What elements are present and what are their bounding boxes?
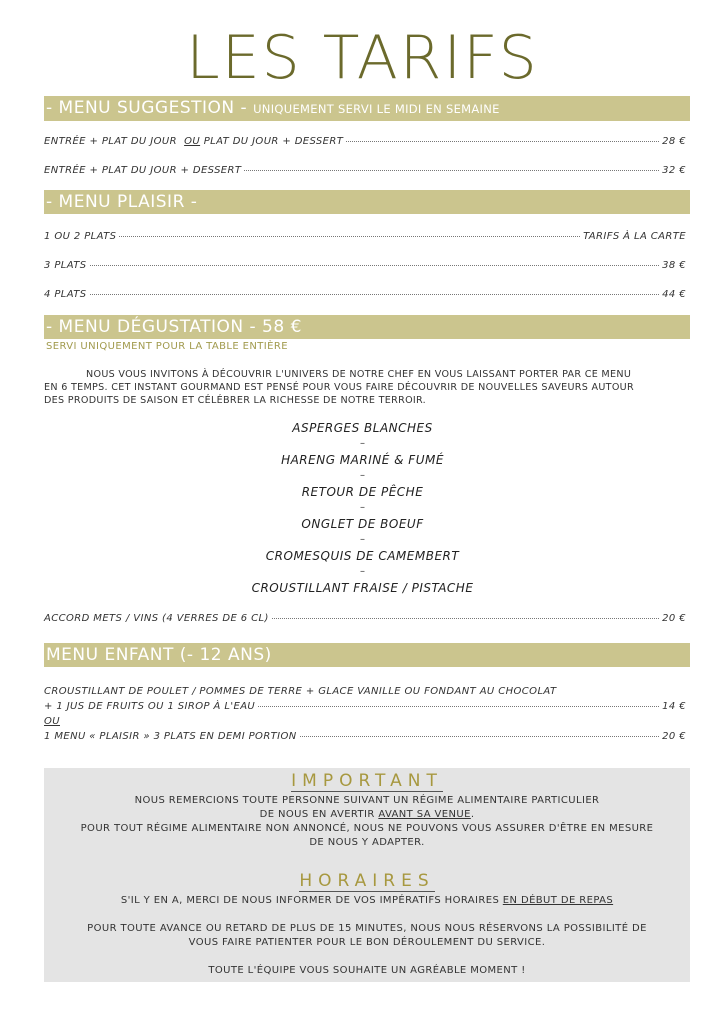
dish-separator: –	[360, 566, 365, 577]
row-label: 1 MENU « PLAISIR » 3 PLATS EN DEMI PORTION	[44, 731, 297, 742]
dish-3: RETOUR DE PÊCHE	[301, 485, 424, 499]
important-line-4: DE NOUS Y ADAPTER.	[309, 837, 425, 848]
dish-5: CROMESQUIS DE CAMEMBERT	[265, 549, 460, 563]
dot-leader	[300, 736, 659, 737]
menu-suggestion-header	[44, 96, 690, 121]
dish-6: CROUSTILLANT FRAISE / PISTACHE	[251, 581, 474, 595]
dish-separator: –	[360, 438, 365, 449]
dot-leader	[346, 141, 659, 142]
important-heading	[44, 771, 690, 791]
dot-leader	[272, 618, 659, 619]
closing-line: TOUTE L'ÉQUIPE VOUS SOUHAITE UN AGRÉABLE MOMENT !	[208, 965, 526, 976]
pairing-row	[44, 613, 686, 624]
row-price: TARIFS À LA CARTE	[583, 231, 686, 242]
dot-leader	[258, 706, 659, 707]
row-price: 44 €	[662, 289, 686, 300]
page-title: LES TARIFS	[186, 23, 539, 93]
important-line-2-underlined: AVANT SA VENUE	[378, 809, 471, 820]
dot-leader	[244, 170, 659, 171]
important-line-2	[44, 808, 690, 822]
row-price: 14 €	[662, 701, 686, 712]
intro-line-3: DES PRODUITS DE SAISON ET CÉLÉBRER LA RICHESSE DE NOTRE TERROIR.	[44, 395, 427, 406]
important-heading-text: IMPORTANT	[291, 771, 443, 791]
horaires-line-1-underlined: EN DÉBUT DE REPAS	[502, 895, 614, 906]
dish-separator: –	[360, 502, 365, 513]
menu-enfant-title: MENU ENFANT (- 12 ANS)	[46, 645, 272, 665]
row-price: 20 €	[662, 731, 686, 742]
important-line-2-pre: DE NOUS EN AVERTIR	[259, 809, 375, 820]
plaisir-row-3	[44, 289, 686, 300]
row-label: + 1 JUS DE FRUITS OU 1 SIROP À L'EAU	[44, 701, 256, 712]
row-label: 3 PLATS	[44, 260, 87, 271]
menu-suggestion-note: UNIQUEMENT SERVI LE MIDI EN SEMAINE	[253, 102, 500, 116]
dish-separator: –	[360, 470, 365, 481]
dot-leader	[90, 294, 660, 295]
menu-plaisir-title: - MENU PLAISIR -	[46, 192, 198, 212]
menu-enfant-header	[44, 643, 690, 667]
degustation-intro	[44, 368, 684, 407]
enfant-row-1	[44, 701, 686, 712]
row-label: ENTRÉE + PLAT DU JOUR + DESSERT	[44, 165, 242, 176]
enfant-or: OU	[44, 716, 60, 727]
enfant-line-1: CROUSTILLANT DE POULET / POMMES DE TERRE + GLACE VANILLE OU FONDANT AU CHOCOLAT	[44, 686, 557, 697]
important-line-3: POUR TOUT RÉGIME ALIMENTAIRE NON ANNONCÉ, NOUS NE POUVONS VOUS ASSURER D'ÊTRE EN MESURE	[80, 823, 654, 834]
horaires-line-1	[44, 894, 690, 908]
suggestion-row-1	[44, 136, 686, 147]
dish-2: HARENG MARINÉ & FUMÉ	[281, 453, 444, 467]
dish-4: ONGLET DE BOEUF	[301, 517, 424, 531]
row-price: 32 €	[662, 165, 686, 176]
row-price: 38 €	[662, 260, 686, 271]
enfant-row-2	[44, 731, 686, 742]
row-label: 1 OU 2 PLATS	[44, 231, 117, 242]
dish-1: ASPERGES BLANCHES	[292, 421, 433, 435]
dish-separator: –	[360, 534, 365, 545]
important-text	[44, 794, 690, 850]
row-price: 20 €	[662, 613, 686, 624]
important-line-2-post: .	[470, 809, 475, 820]
plaisir-row-2	[44, 260, 686, 271]
row-connector: OU	[184, 136, 201, 147]
intro-line-1: NOUS VOUS INVITONS À DÉCOUVRIR L'UNIVERS DE NOTRE CHEF EN VOUS LAISSANT PORTER PAR CE MENU	[86, 369, 632, 380]
info-box	[44, 768, 690, 982]
dot-leader	[90, 265, 660, 266]
row-label: ACCORD METS / VINS (4 VERRES DE 6 CL)	[44, 613, 269, 624]
horaires-line-1-pre: S'IL Y EN A, MERCI DE NOUS INFORMER DE VOS IMPÉRATIFS HORAIRES	[120, 895, 500, 906]
intro-line-2: EN 6 TEMPS. CET INSTANT GOURMAND EST PENSÉ POUR VOUS FAIRE DÉCOUVRIR DE NOUVELLES SAVEURS AUTOUR	[44, 382, 634, 393]
suggestion-row-2	[44, 165, 686, 176]
horaires-line-3: VOUS FAIRE PATIENTER POUR LE BON DÉROULEMENT DU SERVICE.	[188, 937, 546, 948]
important-line-1: NOUS REMERCIONS TOUTE PERSONNE SUIVANT UN RÉGIME ALIMENTAIRE PARTICULIER	[134, 795, 600, 806]
plaisir-row-1	[44, 231, 686, 242]
menu-plaisir-header	[44, 190, 690, 214]
row-label-post: PLAT DU JOUR + DESSERT	[203, 136, 344, 147]
menu-degustation-header	[44, 315, 690, 339]
dot-leader	[119, 236, 580, 237]
menu-degustation-title: - MENU DÉGUSTATION - 58 €	[46, 317, 302, 337]
horaires-heading	[44, 871, 690, 891]
row-label-pre: ENTRÉE + PLAT DU JOUR	[44, 136, 177, 147]
horaires-text	[44, 894, 690, 978]
degustation-subheading: SERVI UNIQUEMENT POUR LA TABLE ENTIÈRE	[46, 341, 288, 352]
menu-suggestion-title: - MENU SUGGESTION -	[46, 98, 248, 118]
row-price: 28 €	[662, 136, 686, 147]
horaires-heading-text: HORAIRES	[299, 871, 435, 891]
horaires-line-2: POUR TOUTE AVANCE OU RETARD DE PLUS DE 15 MINUTES, NOUS NOUS RÉSERVONS LA POSSIBILITÉ DE	[87, 923, 647, 934]
row-label: 4 PLATS	[44, 289, 87, 300]
